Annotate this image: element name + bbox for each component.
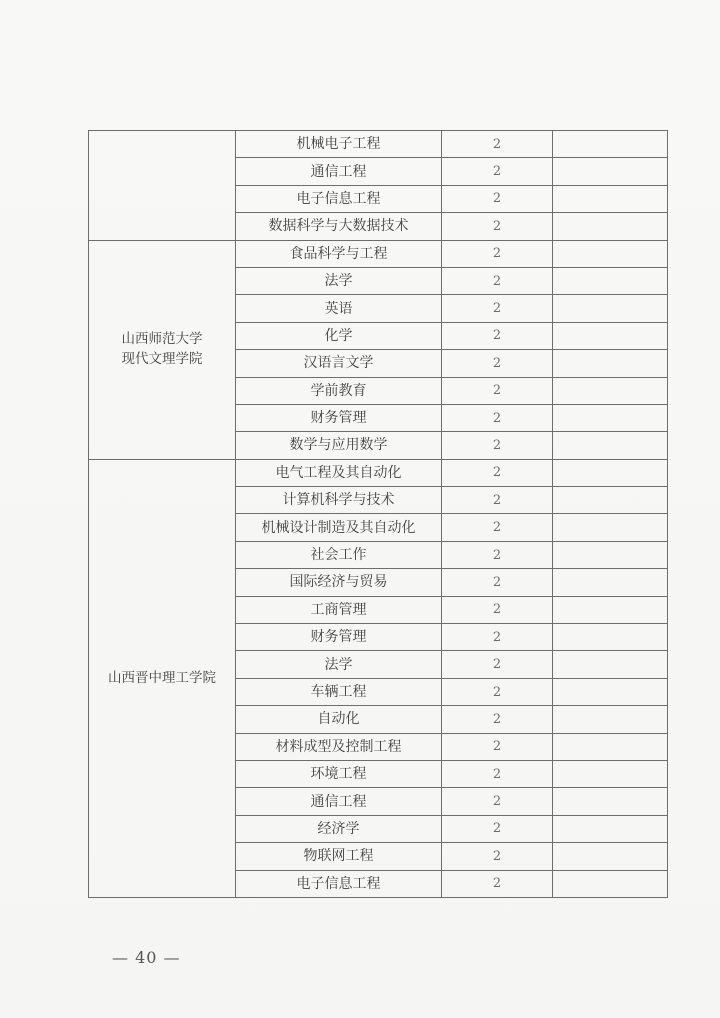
major-cell: 法学 — [236, 651, 442, 678]
major-cell: 通信工程 — [236, 158, 442, 185]
count-cell: 2 — [442, 733, 553, 760]
table-row — [89, 459, 668, 486]
count-cell: 2 — [442, 706, 553, 733]
school-name-line: 山西师范大学 — [121, 331, 203, 348]
empty-cell — [553, 788, 668, 815]
count-cell: 2 — [442, 295, 553, 322]
major-cell: 数据科学与大数据技术 — [236, 213, 442, 240]
empty-cell — [553, 815, 668, 842]
major-cell: 财务管理 — [236, 624, 442, 651]
count-cell: 2 — [442, 350, 553, 377]
major-cell: 车辆工程 — [236, 678, 442, 705]
count-cell: 2 — [442, 185, 553, 212]
enrollment-plan-table — [88, 130, 668, 898]
empty-cell — [553, 624, 668, 651]
count-cell: 2 — [442, 432, 553, 459]
empty-cell — [553, 596, 668, 623]
empty-cell — [553, 760, 668, 787]
count-cell: 2 — [442, 541, 553, 568]
empty-cell — [553, 295, 668, 322]
major-cell: 机械电子工程 — [236, 131, 442, 158]
empty-cell — [553, 131, 668, 158]
empty-cell — [553, 870, 668, 897]
count-cell: 2 — [442, 815, 553, 842]
empty-cell — [553, 432, 668, 459]
major-cell: 电气工程及其自动化 — [236, 459, 442, 486]
major-cell: 通信工程 — [236, 788, 442, 815]
count-cell: 2 — [442, 870, 553, 897]
empty-cell — [553, 459, 668, 486]
major-cell: 财务管理 — [236, 404, 442, 431]
empty-cell — [553, 377, 668, 404]
empty-cell — [553, 487, 668, 514]
count-cell: 2 — [442, 158, 553, 185]
empty-cell — [553, 678, 668, 705]
major-cell: 英语 — [236, 295, 442, 322]
count-cell: 2 — [442, 788, 553, 815]
major-cell: 法学 — [236, 267, 442, 294]
school-name-line: 现代文理学院 — [121, 350, 203, 367]
school-name-line: 山西晋中理工学院 — [108, 669, 216, 686]
major-cell: 学前教育 — [236, 377, 442, 404]
empty-cell — [553, 404, 668, 431]
major-cell: 汉语言文学 — [236, 350, 442, 377]
count-cell: 2 — [442, 377, 553, 404]
count-cell: 2 — [442, 404, 553, 431]
empty-cell — [553, 240, 668, 267]
school-name-cell — [89, 240, 236, 459]
major-cell: 自动化 — [236, 706, 442, 733]
major-cell: 食品科学与工程 — [236, 240, 442, 267]
major-cell: 电子信息工程 — [236, 870, 442, 897]
empty-cell — [553, 569, 668, 596]
major-cell: 国际经济与贸易 — [236, 569, 442, 596]
major-cell: 计算机科学与技术 — [236, 487, 442, 514]
major-cell: 社会工作 — [236, 541, 442, 568]
major-cell: 环境工程 — [236, 760, 442, 787]
empty-cell — [553, 322, 668, 349]
empty-cell — [553, 706, 668, 733]
count-cell: 2 — [442, 596, 553, 623]
count-cell: 2 — [442, 131, 553, 158]
count-cell: 2 — [442, 760, 553, 787]
table-row — [89, 131, 668, 158]
count-cell: 2 — [442, 569, 553, 596]
school-name-cell — [89, 131, 236, 241]
empty-cell — [553, 158, 668, 185]
major-cell: 材料成型及控制工程 — [236, 733, 442, 760]
major-cell: 化学 — [236, 322, 442, 349]
count-cell: 2 — [442, 487, 553, 514]
empty-cell — [553, 733, 668, 760]
empty-cell — [553, 267, 668, 294]
count-cell: 2 — [442, 624, 553, 651]
count-cell: 2 — [442, 240, 553, 267]
major-cell: 经济学 — [236, 815, 442, 842]
count-cell: 2 — [442, 678, 553, 705]
empty-cell — [553, 651, 668, 678]
table-body — [89, 131, 668, 898]
major-cell: 数学与应用数学 — [236, 432, 442, 459]
count-cell: 2 — [442, 843, 553, 870]
major-cell: 工商管理 — [236, 596, 442, 623]
major-cell: 机械设计制造及其自动化 — [236, 514, 442, 541]
school-name-cell — [89, 459, 236, 897]
empty-cell — [553, 514, 668, 541]
empty-cell — [553, 213, 668, 240]
count-cell: 2 — [442, 267, 553, 294]
empty-cell — [553, 350, 668, 377]
empty-cell — [553, 843, 668, 870]
count-cell: 2 — [442, 213, 553, 240]
empty-cell — [553, 541, 668, 568]
page-number: — 40 — — [112, 948, 181, 967]
count-cell: 2 — [442, 459, 553, 486]
count-cell: 2 — [442, 651, 553, 678]
major-cell: 电子信息工程 — [236, 185, 442, 212]
major-cell: 物联网工程 — [236, 843, 442, 870]
table-row — [89, 240, 668, 267]
empty-cell — [553, 185, 668, 212]
count-cell: 2 — [442, 514, 553, 541]
count-cell: 2 — [442, 322, 553, 349]
